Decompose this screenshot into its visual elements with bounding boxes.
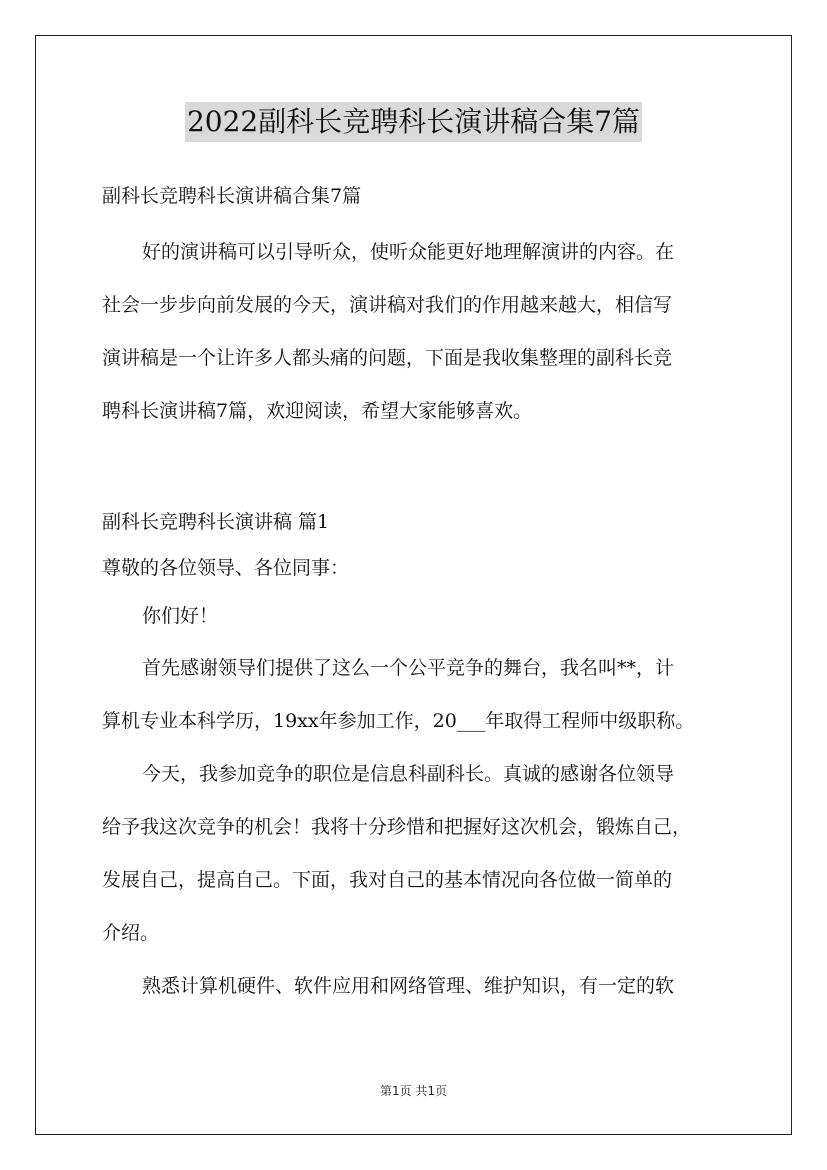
greeting: 你们好！ bbox=[142, 605, 219, 627]
title-container bbox=[0, 102, 827, 142]
paragraph-line: 熟悉计算机硬件、软件应用和网络管理、维护知识，有一定的软 bbox=[142, 975, 675, 997]
intro-line: 好的演讲稿可以引导听众，使听众能更好地理解演讲的内容。在 bbox=[142, 241, 675, 263]
paragraph-line: 今天，我参加竞争的职位是信息科副科长。真诚的感谢各位领导 bbox=[142, 763, 675, 785]
paragraph-line: 发展自己，提高自己。下面，我对自己的基本情况向各位做一简单的 bbox=[102, 869, 673, 891]
paragraph-line: 介绍。 bbox=[102, 922, 160, 944]
page-number-footer: 第1页 共1页 bbox=[379, 1084, 448, 1098]
paragraph-line: 首先感谢领导们提供了这么一个公平竞争的舞台，我名叫**，计 bbox=[142, 657, 675, 679]
intro-paragraph bbox=[102, 226, 732, 438]
paragraph-1 bbox=[102, 642, 732, 748]
intro-line: 聘科长演讲稿7篇，欢迎阅读，希望大家能够喜欢。 bbox=[102, 400, 533, 422]
salutation: 尊敬的各位领导、各位同事： bbox=[102, 557, 350, 579]
paragraph-2 bbox=[102, 748, 732, 960]
document-title: 2022副科长竞聘科长演讲稿合集7篇 bbox=[185, 102, 642, 142]
document-body bbox=[102, 176, 732, 1013]
paragraph-line: 算机专业本科学历，19xx年参加工作，20___年取得工程师中级职称。 bbox=[102, 710, 695, 732]
paragraph-3 bbox=[102, 960, 732, 1013]
paragraph-line: 给予我这次竞争的机会！我将十分珍惜和把握好这次机会，锻炼自己， bbox=[102, 816, 692, 838]
section-heading: 副科长竞聘科长演讲稿 篇1 bbox=[102, 511, 330, 533]
intro-line: 演讲稿是一个让许多人都头痛的问题，下面是我收集整理的副科长竞 bbox=[102, 347, 673, 369]
intro-line: 社会一步步向前发展的今天，演讲稿对我们的作用越来越大，相信写 bbox=[102, 294, 673, 316]
document-subtitle: 副科长竞聘科长演讲稿合集7篇 bbox=[102, 185, 362, 207]
